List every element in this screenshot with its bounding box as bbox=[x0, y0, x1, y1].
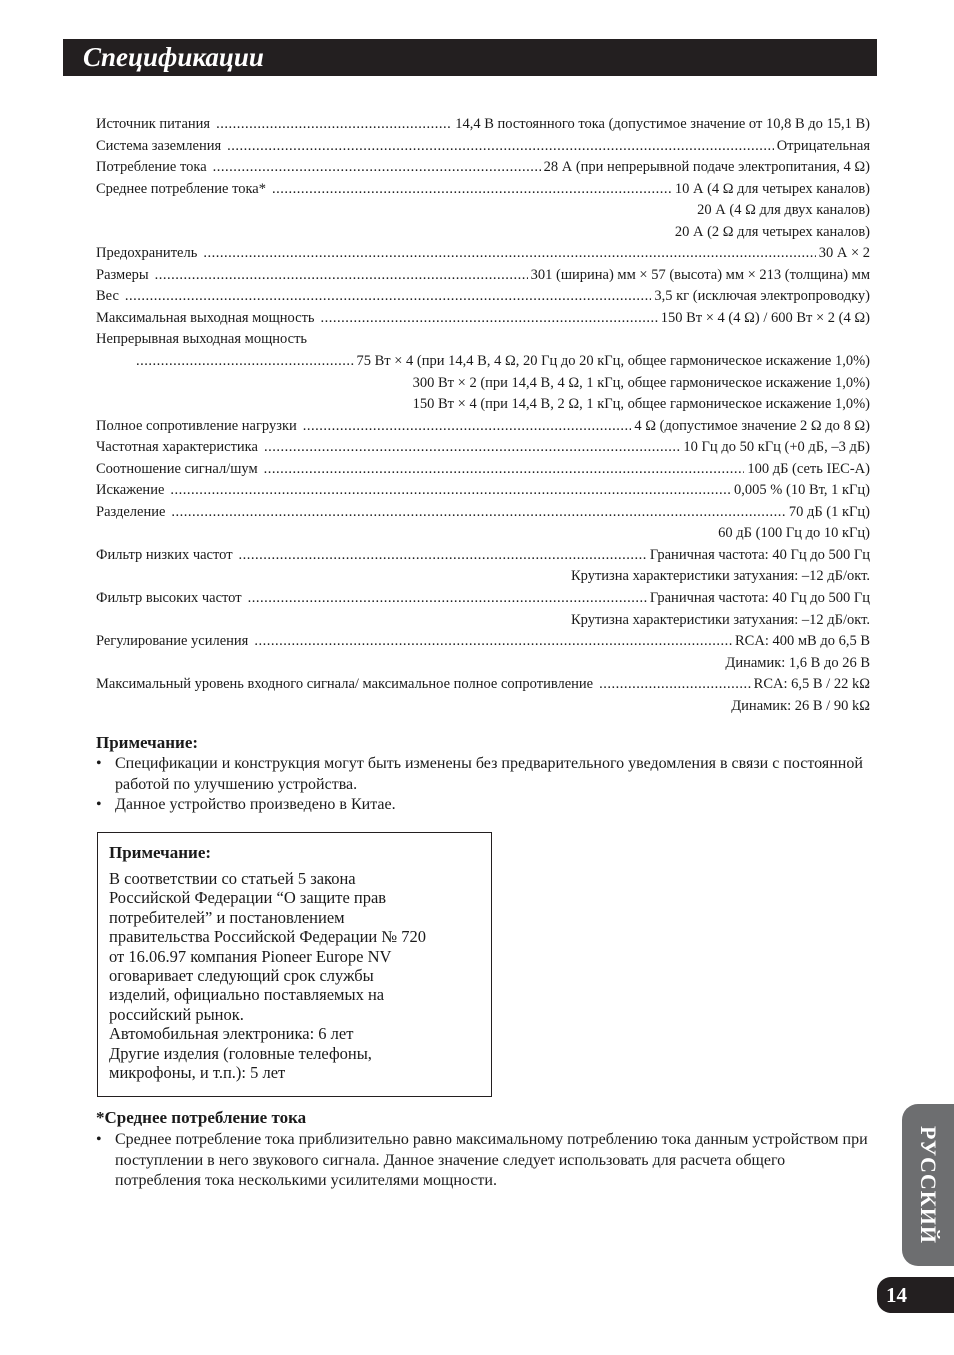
spec-row bbox=[96, 545, 870, 567]
spec-row bbox=[96, 459, 870, 481]
spec-label: Размеры bbox=[96, 266, 149, 283]
boxed-note-line: потребителей” и постановлением bbox=[109, 907, 345, 927]
spec-row bbox=[96, 416, 870, 438]
spec-label: Полное сопротивление нагрузки bbox=[96, 417, 297, 434]
boxed-note-line: изделий, официально поставляемых на bbox=[109, 985, 385, 1005]
spec-row-continuation bbox=[96, 523, 870, 545]
leader-dots bbox=[170, 480, 731, 502]
leader-dots bbox=[171, 502, 785, 524]
spec-value: 4 Ω (допустимое значение 2 Ω до 8 Ω) bbox=[634, 417, 870, 434]
language-tab-label: РУССКИЙ bbox=[916, 1126, 941, 1244]
spec-value: Динамик: 1,6 В до 26 В bbox=[725, 654, 870, 671]
spec-value: 3,5 кг (исключая электропроводку) bbox=[654, 288, 870, 305]
spec-label: Искажение bbox=[96, 482, 165, 499]
leader-dots bbox=[239, 545, 647, 567]
spec-row bbox=[96, 179, 870, 201]
spec-label: Максимальная выходная мощность bbox=[96, 309, 315, 326]
spec-value: 0,005 % (10 Вт, 1 кГц) bbox=[734, 482, 870, 499]
spec-label: Соотношение сигнал/шум bbox=[96, 460, 258, 477]
spec-label: Источник питания bbox=[96, 116, 211, 132]
boxed-note-line: микрофоны, и т.п.): 5 лет bbox=[109, 1063, 286, 1083]
page-title: Спецификации bbox=[63, 39, 877, 76]
leader-dots bbox=[227, 136, 774, 158]
leader-dots bbox=[264, 437, 680, 459]
spec-list bbox=[96, 114, 870, 717]
spec-label: Разделение bbox=[96, 503, 166, 520]
spec-label: Среднее потребление тока* bbox=[96, 180, 266, 197]
boxed-note-line: правительства Российской Федерации № 720 bbox=[109, 927, 426, 947]
spec-label: Фильтр низких частот bbox=[96, 546, 233, 563]
spec-label: Регулирование усиления bbox=[96, 633, 249, 650]
spec-value: 75 Вт × 4 (при 14,4 В, 4 Ω, 20 Гц до 20 кГц, общее гармоническое искажение 1,0%) bbox=[356, 353, 870, 370]
spec-value: 10 А (4 Ω для четырех каналов) bbox=[674, 180, 870, 197]
spec-value: 28 А (при непрерывной подаче электропитания, 4 Ω) bbox=[543, 159, 870, 176]
spec-row-continuation bbox=[96, 373, 870, 395]
spec-row-continuation bbox=[96, 200, 870, 222]
language-tab[interactable] bbox=[902, 1104, 954, 1266]
leader-dots bbox=[216, 114, 452, 136]
spec-value: 60 дБ (100 Гц до 10 кГц) bbox=[718, 525, 870, 542]
spec-value: Граничная частота: 40 Гц до 500 Гц bbox=[649, 546, 870, 563]
leader-dots bbox=[203, 243, 815, 265]
boxed-note-line: российский рынок. bbox=[109, 1004, 244, 1024]
leader-dots bbox=[136, 351, 354, 373]
spec-row-continuation bbox=[96, 610, 870, 632]
note-heading: Примечание: bbox=[96, 733, 199, 752]
boxed-note-heading: Примечание: bbox=[109, 843, 212, 862]
spec-value: RCA: 400 мВ до 6,5 В bbox=[735, 633, 870, 650]
spec-value: 30 А × 2 bbox=[818, 245, 870, 262]
spec-row bbox=[96, 588, 870, 610]
boxed-note-line: оговаривает следующий срок службы bbox=[109, 966, 374, 986]
note-item: • Спецификации и конструкция могут быть изменены без предварительного уведомления в связи с постоянной работой по улучшению устройства. bbox=[96, 754, 872, 795]
boxed-note-line: Автомобильная электроника: 6 лет bbox=[109, 1024, 354, 1044]
footnote-list bbox=[96, 1130, 872, 1192]
spec-row bbox=[96, 308, 870, 330]
spec-row bbox=[96, 114, 870, 136]
spec-row bbox=[96, 674, 870, 696]
leader-dots bbox=[155, 265, 528, 287]
spec-row-continuation bbox=[96, 696, 870, 718]
spec-row bbox=[96, 265, 870, 287]
spec-label: Частотная характеристика bbox=[96, 439, 258, 456]
spec-value: 14,4 В постоянного тока (допустимое значение от 10,8 В до 15,1 В) bbox=[455, 116, 870, 132]
boxed-note-line: В соответствии со статьей 5 закона bbox=[109, 869, 356, 888]
spec-row bbox=[96, 136, 870, 158]
spec-value: 20 А (4 Ω для двух каналов) bbox=[697, 202, 870, 219]
spec-row-continuation bbox=[96, 566, 870, 588]
spec-label: Предохранитель bbox=[96, 245, 198, 262]
spec-value: 300 Вт × 2 (при 14,4 В, 4 Ω, 1 кГц, общее гармоническое искажение 1,0%) bbox=[412, 374, 870, 391]
spec-row bbox=[96, 480, 870, 502]
spec-value: Крутизна характеристики затухания: –12 дБ/окт. bbox=[570, 611, 870, 628]
note-list bbox=[96, 754, 872, 816]
spec-value: 150 Вт × 4 (4 Ω) / 600 Вт × 2 (4 Ω) bbox=[660, 309, 870, 326]
spec-value: Динамик: 26 В / 90 kΩ bbox=[731, 697, 870, 714]
note-item: • Данное устройство произведено в Китае. bbox=[96, 795, 872, 816]
spec-value: Крутизна характеристики затухания: –12 дБ/окт. bbox=[570, 568, 870, 585]
spec-value: 70 дБ (1 кГц) bbox=[788, 503, 870, 520]
spec-label: Непрерывная выходная мощность bbox=[96, 331, 308, 348]
spec-value: 100 дБ (сеть IEC-A) bbox=[747, 460, 870, 477]
spec-value: 150 Вт × 4 (при 14,4 В, 2 Ω, 1 кГц, общее гармоническое искажение 1,0%) bbox=[412, 396, 870, 413]
boxed-note-line: от 16.06.97 компания Pioneer Europe NV bbox=[109, 946, 392, 966]
page-number: 14 bbox=[877, 1277, 954, 1313]
leader-dots bbox=[248, 588, 647, 610]
spec-row bbox=[96, 502, 870, 524]
footnote-heading: *Среднее потребление тока bbox=[96, 1108, 307, 1127]
spec-row-continuation bbox=[96, 394, 870, 416]
leader-dots bbox=[303, 416, 632, 438]
spec-value: 301 (ширина) мм × 57 (высота) мм × 213 (толщина) мм bbox=[530, 266, 870, 283]
boxed-note-line: Российской Федерации “О защите прав bbox=[109, 888, 387, 908]
spec-label: Система заземления bbox=[96, 137, 222, 154]
spec-label: Максимальный уровень входного сигнала/ максимальное полное сопротивление bbox=[96, 676, 594, 693]
spec-row bbox=[96, 157, 870, 179]
spec-row-heading bbox=[96, 329, 870, 351]
leader-dots bbox=[264, 459, 745, 481]
spec-row-continuation bbox=[96, 351, 870, 373]
footnote-item: • Среднее потребление тока приблизительно равно максимальному потреблению тока данным устройством при поступлении в него звукового сигнала. Данное значение следует использовать для расчета общего потребления тока несколькими усилителями мощности. bbox=[96, 1130, 872, 1192]
spec-value: RCA: 6,5 В / 22 kΩ bbox=[753, 676, 870, 693]
spec-value: 10 Гц до 50 кГц (+0 дБ, –3 дБ) bbox=[683, 439, 870, 456]
boxed-note bbox=[97, 832, 492, 1097]
spec-label: Потребление тока bbox=[96, 159, 207, 176]
spec-value: 20 А (2 Ω для четырех каналов) bbox=[674, 223, 870, 240]
spec-row bbox=[96, 243, 870, 265]
spec-label: Фильтр высоких частот bbox=[96, 590, 242, 607]
spec-value: Отрицательная bbox=[776, 137, 870, 154]
leader-dots bbox=[599, 674, 751, 696]
spec-value: Граничная частота: 40 Гц до 500 Гц bbox=[649, 590, 870, 607]
boxed-note-line: Другие изделия (головные телефоны, bbox=[109, 1043, 372, 1063]
spec-row-continuation bbox=[96, 222, 870, 244]
spec-label: Вес bbox=[96, 288, 119, 305]
spec-row bbox=[96, 286, 870, 308]
leader-dots bbox=[254, 631, 732, 653]
spec-row bbox=[96, 437, 870, 459]
spec-row bbox=[96, 631, 870, 653]
leader-dots bbox=[272, 179, 672, 201]
leader-dots bbox=[321, 308, 658, 330]
leader-dots bbox=[213, 157, 541, 179]
spec-row-continuation bbox=[96, 653, 870, 675]
leader-dots bbox=[125, 286, 651, 308]
